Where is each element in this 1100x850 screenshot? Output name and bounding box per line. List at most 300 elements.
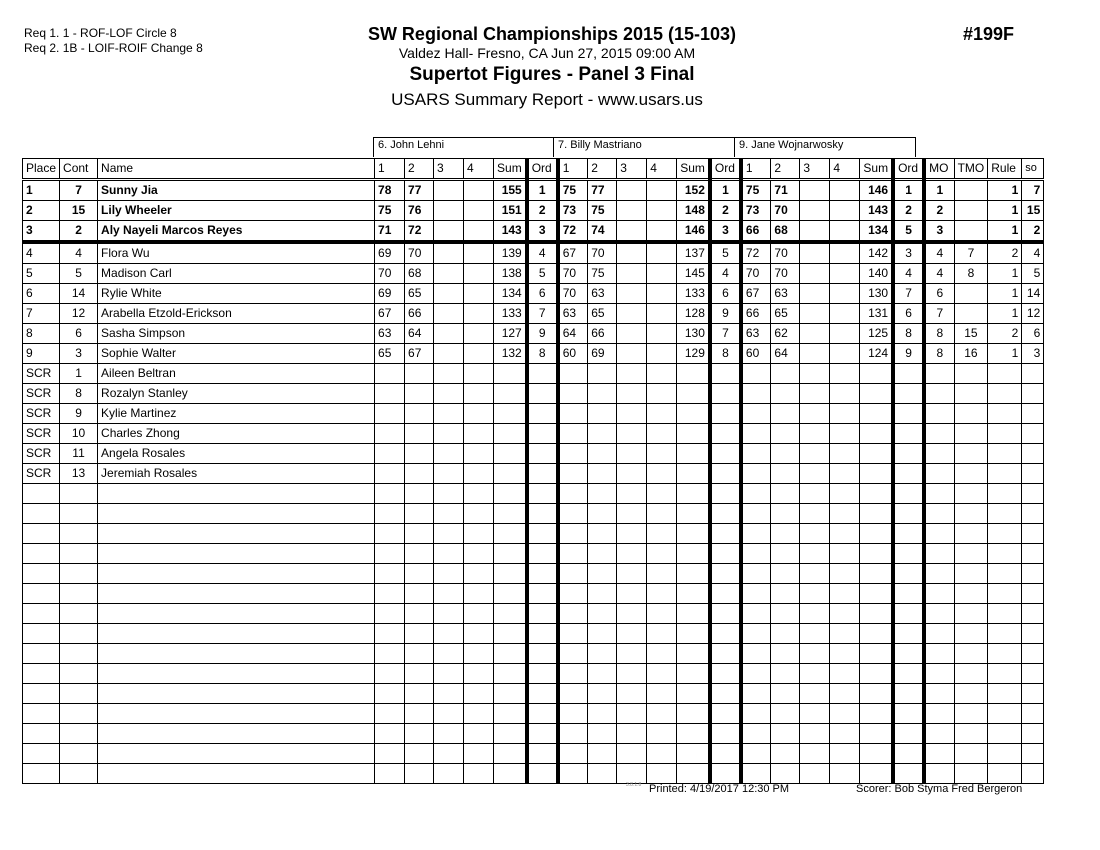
judge-1-score-2 — [405, 764, 434, 784]
judge-1-ordinal: 7 — [527, 304, 558, 324]
judge-3-score-3 — [800, 724, 830, 744]
col-cont: Cont — [60, 159, 98, 180]
judge-1-score-3 — [434, 724, 464, 744]
judge-3-score-1 — [741, 564, 771, 584]
judge-3-sum: 125 — [860, 324, 893, 344]
judge-1-ordinal: 1 — [527, 180, 558, 201]
judge-3-score-4 — [830, 201, 860, 221]
col-mo: MO — [924, 159, 954, 180]
judge-2-score-2 — [588, 424, 617, 444]
total-majority-ordinal-cell — [954, 684, 988, 704]
judge-3-score-4 — [830, 180, 860, 201]
judge-3-score-2 — [771, 724, 800, 744]
contestant-number-cell — [60, 764, 98, 784]
judge-3-sum: 143 — [860, 201, 893, 221]
judge-1-ordinal: 5 — [527, 264, 558, 284]
judge-3-score-3 — [800, 384, 830, 404]
total-majority-ordinal-cell — [954, 524, 988, 544]
judge-3-ordinal: 4 — [893, 264, 924, 284]
judge-3-sum: 131 — [860, 304, 893, 324]
judge-1-score-3 — [434, 404, 464, 424]
judge-3-score-2 — [771, 604, 800, 624]
judge-2-score-3 — [617, 444, 647, 464]
start-order-cell — [1022, 524, 1044, 544]
judge-1-sum — [494, 664, 527, 684]
requirement-1: Req 1. 1 - ROF-LOF Circle 8 — [24, 26, 177, 40]
total-majority-ordinal-cell — [954, 644, 988, 664]
judge-3-ordinal — [893, 424, 924, 444]
total-majority-ordinal-cell: 15 — [954, 324, 988, 344]
judge-2-score-2: 65 — [588, 304, 617, 324]
judge-1-score-2 — [405, 484, 434, 504]
judge-2-score-3 — [617, 242, 647, 264]
total-majority-ordinal-cell — [954, 424, 988, 444]
judge-2-score-4 — [647, 201, 677, 221]
judge-3-score-4 — [830, 221, 860, 243]
judge-2-ordinal — [710, 604, 741, 624]
judge-1-score-2: 64 — [405, 324, 434, 344]
contestant-number-cell: 9 — [60, 404, 98, 424]
table-row — [23, 324, 1044, 344]
judge-3-score-1 — [741, 444, 771, 464]
col-j3-s1: 1 — [741, 159, 771, 180]
judge-3-score-4 — [830, 504, 860, 524]
place-cell: 6 — [23, 284, 60, 304]
table-row — [23, 201, 1044, 221]
judge-1-ordinal — [527, 544, 558, 564]
judge-3-ordinal: 5 — [893, 221, 924, 243]
col-j2-ord: Ord — [710, 159, 741, 180]
majority-ordinal-cell — [924, 584, 954, 604]
judge-3-sum: 142 — [860, 242, 893, 264]
judge-1-ordinal — [527, 764, 558, 784]
col-j1-s1: 1 — [375, 159, 405, 180]
judge-2-sum — [677, 424, 710, 444]
judge-1-sum: 138 — [494, 264, 527, 284]
judge-3-sum: 124 — [860, 344, 893, 364]
start-order-cell: 2 — [1022, 221, 1044, 243]
judge-3-ordinal — [893, 704, 924, 724]
total-majority-ordinal-cell — [954, 384, 988, 404]
majority-ordinal-cell: 6 — [924, 284, 954, 304]
judge-2-ordinal — [710, 704, 741, 724]
judge-2-score-3 — [617, 424, 647, 444]
judge-3-score-4 — [830, 242, 860, 264]
col-j3-ord: Ord — [893, 159, 924, 180]
judge-1-score-2 — [405, 684, 434, 704]
rule-cell: 1 — [988, 284, 1022, 304]
judge-1-sum: 127 — [494, 324, 527, 344]
place-cell: SCR — [23, 424, 60, 444]
judge-3-ordinal — [893, 624, 924, 644]
judge-3-score-2 — [771, 424, 800, 444]
column-header-row — [23, 159, 1044, 180]
judge-1-ordinal — [527, 664, 558, 684]
judge-3-score-2 — [771, 364, 800, 384]
judge-2-score-1: 75 — [558, 180, 588, 201]
judge-2-score-3 — [617, 384, 647, 404]
judge-1-score-4 — [464, 201, 494, 221]
judge-2-sum: 137 — [677, 242, 710, 264]
contestant-number-cell: 13 — [60, 464, 98, 484]
table-row — [23, 264, 1044, 284]
judge-2-score-1 — [558, 584, 588, 604]
judge-1-ordinal: 2 — [527, 201, 558, 221]
skater-name-cell — [98, 484, 375, 504]
judge-1-score-1 — [375, 524, 405, 544]
judge-1-sum — [494, 704, 527, 724]
table-row — [23, 764, 1044, 784]
judge-1-score-3 — [434, 242, 464, 264]
judge-1-score-2 — [405, 444, 434, 464]
judge-3-ordinal — [893, 544, 924, 564]
total-majority-ordinal-cell — [954, 364, 988, 384]
judge-2-score-4 — [647, 444, 677, 464]
judge-1-score-4 — [464, 221, 494, 243]
judge-3-sum — [860, 764, 893, 784]
start-order-cell — [1022, 544, 1044, 564]
judge-3-score-2: 70 — [771, 264, 800, 284]
judge-3-sum — [860, 644, 893, 664]
table-row — [23, 604, 1044, 624]
judge-3-score-1: 70 — [741, 264, 771, 284]
rule-cell — [988, 484, 1022, 504]
contestant-number-cell: 15 — [60, 201, 98, 221]
table-row — [23, 221, 1044, 243]
total-majority-ordinal-cell — [954, 464, 988, 484]
start-order-cell — [1022, 424, 1044, 444]
rule-cell — [988, 404, 1022, 424]
place-cell: 7 — [23, 304, 60, 324]
judge-2-sum: 148 — [677, 201, 710, 221]
judge-2-score-4 — [647, 764, 677, 784]
judge-3-score-4 — [830, 284, 860, 304]
judge-3-score-1: 66 — [741, 304, 771, 324]
total-majority-ordinal-cell — [954, 404, 988, 424]
judge-3-score-1 — [741, 644, 771, 664]
judge-3-sum — [860, 724, 893, 744]
judge-2-score-4 — [647, 180, 677, 201]
judge-2-sum — [677, 584, 710, 604]
judge-1-sum — [494, 364, 527, 384]
judge-3-score-4 — [830, 424, 860, 444]
judge-2-ordinal — [710, 684, 741, 704]
judge-3-ordinal — [893, 724, 924, 744]
judge-1-score-3 — [434, 324, 464, 344]
judge-2-ordinal — [710, 364, 741, 384]
skater-name-cell — [98, 624, 375, 644]
judge-2-score-1 — [558, 544, 588, 564]
judge-1-sum — [494, 724, 527, 744]
rule-cell — [988, 364, 1022, 384]
col-place: Place — [23, 159, 60, 180]
judge-1-ordinal — [527, 624, 558, 644]
judge-1-score-3 — [434, 424, 464, 444]
judge-2-score-1: 72 — [558, 221, 588, 243]
contestant-number-cell: 5 — [60, 264, 98, 284]
judge-3-sum — [860, 584, 893, 604]
judge-3-score-1 — [741, 524, 771, 544]
judge-3-score-4 — [830, 764, 860, 784]
judge-3-score-1 — [741, 544, 771, 564]
rule-cell: 1 — [988, 221, 1022, 243]
skater-name-cell: Jeremiah Rosales — [98, 464, 375, 484]
majority-ordinal-cell: 2 — [924, 201, 954, 221]
start-order-cell — [1022, 644, 1044, 664]
judge-2-ordinal — [710, 644, 741, 664]
judge-3-score-4 — [830, 524, 860, 544]
place-cell — [23, 664, 60, 684]
judge-2-sum — [677, 744, 710, 764]
place-cell — [23, 684, 60, 704]
judge-2-sum: 146 — [677, 221, 710, 243]
start-order-cell — [1022, 584, 1044, 604]
judge-3-ordinal — [893, 604, 924, 624]
judge-3-score-1: 63 — [741, 324, 771, 344]
judge-2-score-4 — [647, 324, 677, 344]
judge-2-score-1: 63 — [558, 304, 588, 324]
judge-3-score-3 — [800, 464, 830, 484]
judge-2-score-3 — [617, 764, 647, 784]
start-order-cell — [1022, 384, 1044, 404]
judge-3-score-2 — [771, 764, 800, 784]
judge-2-score-2 — [588, 544, 617, 564]
skater-name-cell: Sunny Jia — [98, 180, 375, 201]
judge-2-score-2: 75 — [588, 201, 617, 221]
col-j1-ord: Ord — [527, 159, 558, 180]
table-row — [23, 364, 1044, 384]
judge-3-ordinal — [893, 744, 924, 764]
majority-ordinal-cell — [924, 384, 954, 404]
judge-2-score-2 — [588, 524, 617, 544]
judge-1-score-1 — [375, 464, 405, 484]
judge-3-sum — [860, 684, 893, 704]
judge-1-score-1: 75 — [375, 201, 405, 221]
judge-2-score-2 — [588, 484, 617, 504]
judge-2-score-2: 66 — [588, 324, 617, 344]
judge-1-score-4 — [464, 364, 494, 384]
start-order-cell — [1022, 664, 1044, 684]
judge-3-score-2 — [771, 444, 800, 464]
skater-name-cell: Lily Wheeler — [98, 201, 375, 221]
judge-2-ordinal: 7 — [710, 324, 741, 344]
judge-2-sum: 152 — [677, 180, 710, 201]
majority-ordinal-cell — [924, 764, 954, 784]
place-cell: 8 — [23, 324, 60, 344]
judge-1-sum: 155 — [494, 180, 527, 201]
judge-3-score-3 — [800, 344, 830, 364]
majority-ordinal-cell: 4 — [924, 264, 954, 284]
judge-1-score-1 — [375, 544, 405, 564]
start-order-cell — [1022, 504, 1044, 524]
judge-2-score-2 — [588, 704, 617, 724]
judge-2-score-3 — [617, 604, 647, 624]
judge-2-score-4 — [647, 344, 677, 364]
judge-3-score-2 — [771, 664, 800, 684]
rule-cell — [988, 664, 1022, 684]
start-order-cell — [1022, 404, 1044, 424]
judge-2-score-3 — [617, 284, 647, 304]
place-cell: 4 — [23, 242, 60, 264]
judge-1-score-4 — [464, 424, 494, 444]
judge-2-ordinal — [710, 564, 741, 584]
judge-1-ordinal: 3 — [527, 221, 558, 243]
table-row — [23, 584, 1044, 604]
majority-ordinal-cell: 4 — [924, 242, 954, 264]
judge-2-sum — [677, 624, 710, 644]
judge-2-score-1: 64 — [558, 324, 588, 344]
judge-2-ordinal — [710, 664, 741, 684]
judge-1-score-3 — [434, 684, 464, 704]
skater-name-cell — [98, 744, 375, 764]
competition-title: SW Regional Championships 2015 (15-103) — [367, 24, 737, 44]
judge-1-score-1 — [375, 564, 405, 584]
place-cell: 9 — [23, 344, 60, 364]
judge-1-score-3 — [434, 444, 464, 464]
majority-ordinal-cell — [924, 544, 954, 564]
total-majority-ordinal-cell: 16 — [954, 344, 988, 364]
judge-3-ordinal — [893, 364, 924, 384]
judge-3-ordinal — [893, 644, 924, 664]
judge-2-sum — [677, 544, 710, 564]
judge-2-score-3 — [617, 544, 647, 564]
judge-1-score-4 — [464, 764, 494, 784]
table-row — [23, 404, 1044, 424]
judge-1-sum: 139 — [494, 242, 527, 264]
judge-2-score-3 — [617, 724, 647, 744]
judge-3-sum — [860, 744, 893, 764]
judge-2-score-4 — [647, 242, 677, 264]
judge-3-ordinal — [893, 564, 924, 584]
judge-2-ordinal — [710, 624, 741, 644]
judge-1-sum — [494, 484, 527, 504]
judge-1-score-2: 66 — [405, 304, 434, 324]
majority-ordinal-cell: 7 — [924, 304, 954, 324]
judge-2-score-2 — [588, 744, 617, 764]
judge-3-score-1 — [741, 724, 771, 744]
rule-cell: 2 — [988, 324, 1022, 344]
place-cell: 1 — [23, 180, 60, 201]
judge-3-score-4 — [830, 404, 860, 424]
judge-2-ordinal — [710, 484, 741, 504]
contestant-number-cell: 11 — [60, 444, 98, 464]
judge-2-score-3 — [617, 324, 647, 344]
judge-3-score-1 — [741, 684, 771, 704]
judge-3-ordinal — [893, 524, 924, 544]
judge-3-score-1: 67 — [741, 284, 771, 304]
judge-3-score-3 — [800, 304, 830, 324]
total-majority-ordinal-cell — [954, 544, 988, 564]
col-j3-s3: 3 — [800, 159, 830, 180]
judge-3-score-1 — [741, 364, 771, 384]
judge-1-ordinal — [527, 704, 558, 724]
judge-1-score-4 — [464, 504, 494, 524]
start-order-cell: 15 — [1022, 201, 1044, 221]
judge-2-ordinal: 5 — [710, 242, 741, 264]
majority-ordinal-cell — [924, 524, 954, 544]
judge-1-score-4 — [464, 704, 494, 724]
judge-2-ordinal — [710, 724, 741, 744]
col-j3-s4: 4 — [830, 159, 860, 180]
judge-1-score-1 — [375, 704, 405, 724]
table-row — [23, 444, 1044, 464]
judge-1-sum — [494, 584, 527, 604]
judge-3-sum — [860, 664, 893, 684]
contestant-number-cell — [60, 604, 98, 624]
skater-name-cell: Rozalyn Stanley — [98, 384, 375, 404]
contestant-number-cell: 14 — [60, 284, 98, 304]
col-j3-sum: Sum — [860, 159, 893, 180]
total-majority-ordinal-cell — [954, 624, 988, 644]
judge-3-score-1 — [741, 744, 771, 764]
table-row — [23, 524, 1044, 544]
contestant-number-cell: 3 — [60, 344, 98, 364]
judge-2-score-4 — [647, 664, 677, 684]
judge-3-score-3 — [800, 644, 830, 664]
judge-3-score-1 — [741, 604, 771, 624]
judge-3-score-1 — [741, 464, 771, 484]
table-row — [23, 304, 1044, 324]
judge-1-score-2: 77 — [405, 180, 434, 201]
skater-name-cell: Charles Zhong — [98, 424, 375, 444]
judge-2-score-3 — [617, 221, 647, 243]
total-majority-ordinal-cell: 7 — [954, 242, 988, 264]
start-order-cell: 5 — [1022, 264, 1044, 284]
table-row — [23, 344, 1044, 364]
judge-3-score-2 — [771, 744, 800, 764]
total-majority-ordinal-cell — [954, 180, 988, 201]
col-so: so — [1022, 159, 1044, 180]
table-row — [23, 704, 1044, 724]
judge-1-sum: 133 — [494, 304, 527, 324]
judge-3-score-2: 70 — [771, 242, 800, 264]
judge-3-score-2 — [771, 384, 800, 404]
judge-2-score-2 — [588, 624, 617, 644]
judge-1-ordinal: 8 — [527, 344, 558, 364]
start-order-cell — [1022, 604, 1044, 624]
judge-1-score-1: 69 — [375, 242, 405, 264]
judge-1-score-1 — [375, 744, 405, 764]
judge-1-score-2 — [405, 584, 434, 604]
judge-3-score-3 — [800, 201, 830, 221]
judge-1-score-4 — [464, 644, 494, 664]
judge-3-score-3 — [800, 424, 830, 444]
total-majority-ordinal-cell — [954, 764, 988, 784]
judge-2-score-2 — [588, 644, 617, 664]
judge-1-sum — [494, 444, 527, 464]
judge-3-score-3 — [800, 504, 830, 524]
rule-cell — [988, 544, 1022, 564]
judge-1-score-3 — [434, 524, 464, 544]
judge-2-score-4 — [647, 484, 677, 504]
judge-3-sum — [860, 464, 893, 484]
judge-2-score-2 — [588, 604, 617, 624]
judge-3-sum: 146 — [860, 180, 893, 201]
judge-1-score-2 — [405, 564, 434, 584]
judge-1-score-2 — [405, 364, 434, 384]
judge-2-score-4 — [647, 564, 677, 584]
judge-3-ordinal — [893, 664, 924, 684]
judge-3-score-3 — [800, 284, 830, 304]
table-row — [23, 242, 1044, 264]
contestant-number-cell — [60, 564, 98, 584]
judge-2-score-4 — [647, 524, 677, 544]
venue-datetime: Valdez Hall- Fresno, CA Jun 27, 2015 09:00 AM — [398, 45, 696, 61]
start-order-cell: 14 — [1022, 284, 1044, 304]
judge-3-score-2 — [771, 644, 800, 664]
col-tmo: TMO — [954, 159, 988, 180]
report-subtitle: USARS Summary Report - www.usars.us — [391, 90, 703, 109]
